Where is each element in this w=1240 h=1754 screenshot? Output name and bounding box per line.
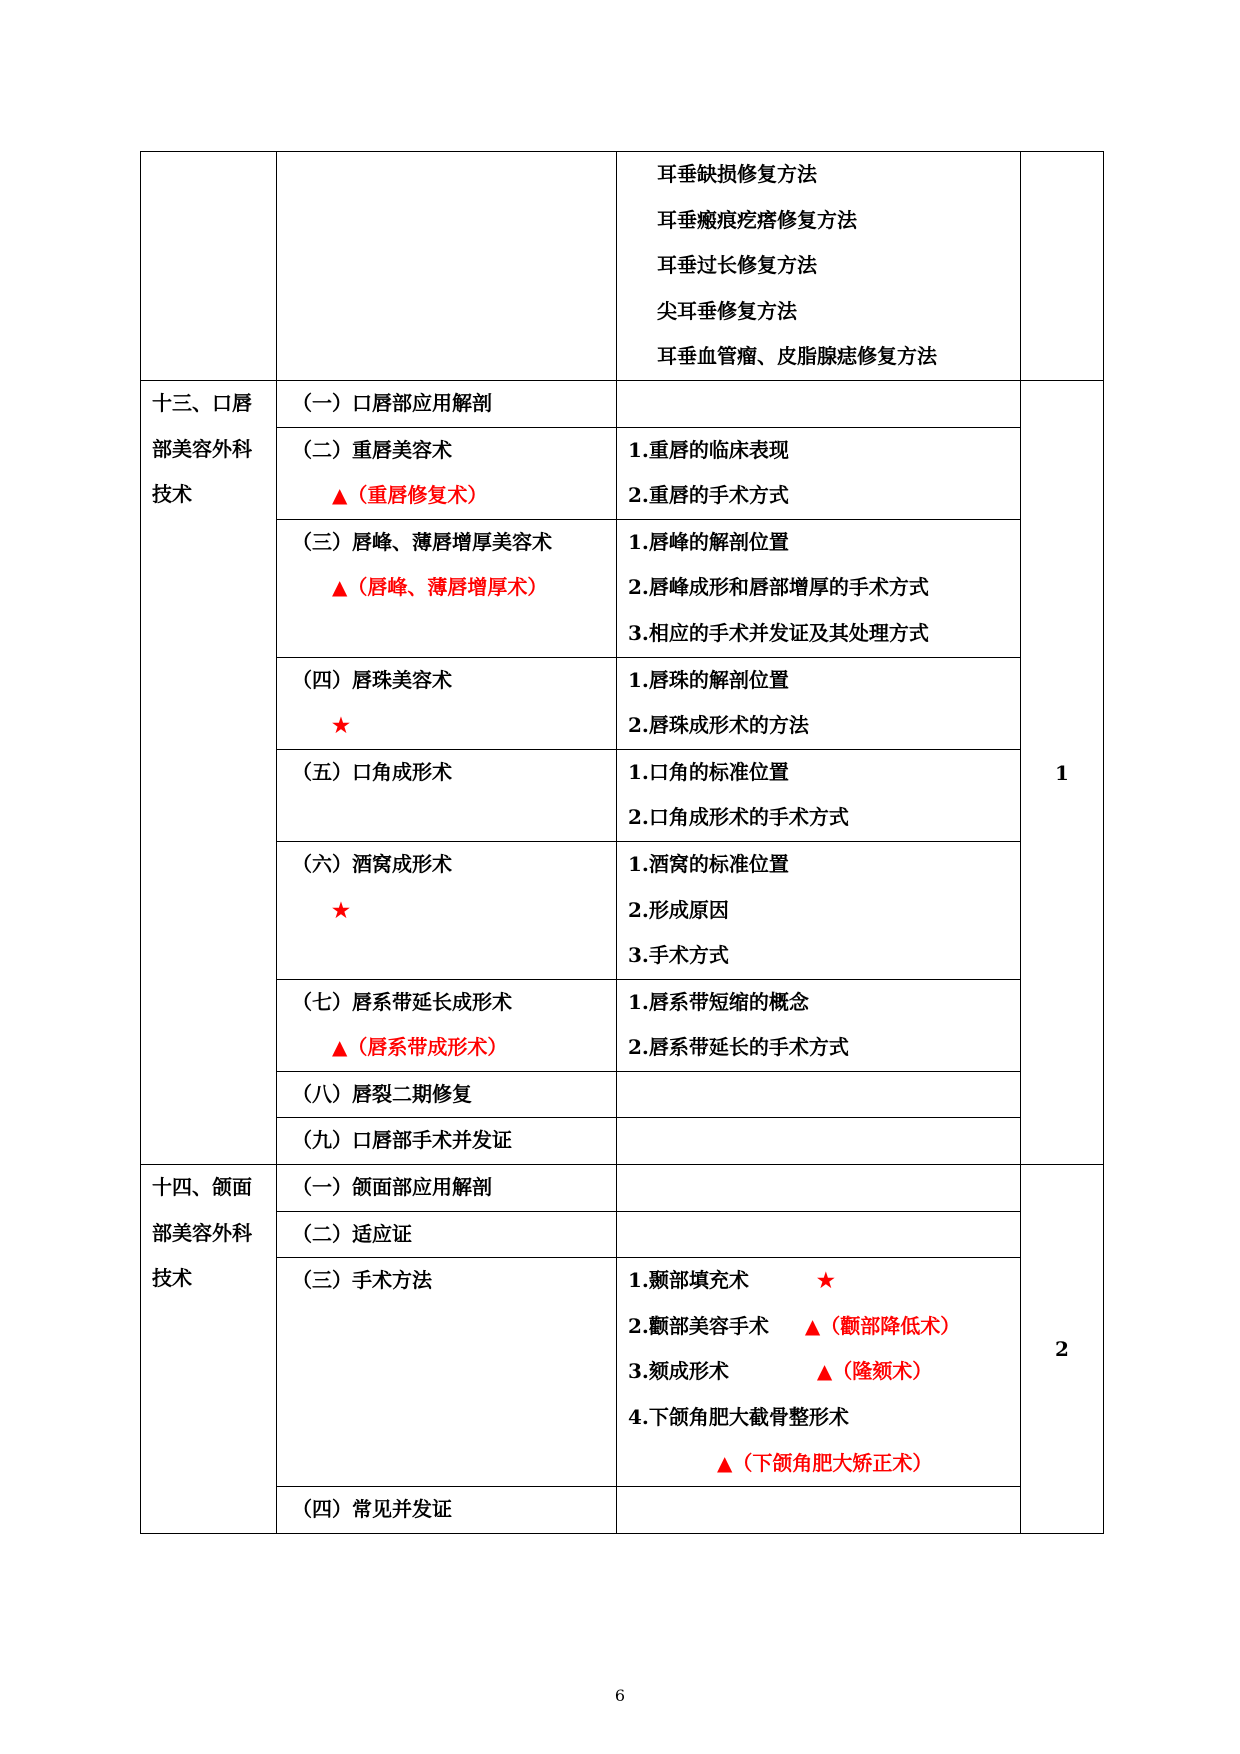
list-item	[617, 1258, 1020, 1304]
content-label: （九）口唇部手术并发证	[292, 1128, 512, 1153]
points-cell	[617, 519, 1021, 657]
list-item	[617, 1304, 1020, 1350]
content-cell	[277, 1165, 617, 1212]
table-row	[141, 1118, 1104, 1165]
content-cell	[277, 519, 617, 657]
content-cell	[277, 1071, 617, 1118]
content-cell	[277, 979, 617, 1071]
content-label: （五）口角成形术	[292, 759, 452, 784]
table-row	[141, 380, 1104, 427]
content-label: （四）常见并发证	[292, 1497, 452, 1522]
list-item: 4.下颌角肥大截骨整形术	[628, 1405, 849, 1430]
content-cell	[277, 841, 617, 979]
content-cell	[277, 427, 617, 519]
hours-cell: 2	[1021, 1165, 1104, 1534]
points-cell	[617, 1165, 1021, 1212]
table-row	[141, 1165, 1104, 1212]
content-label: （一）口唇部应用解剖	[292, 390, 492, 415]
list-item: 1.口角的标准位置	[628, 759, 789, 784]
list-item: 2.唇峰成形和唇部增厚的手术方式	[628, 575, 929, 600]
content-label: （一）颌面部应用解剖	[292, 1175, 492, 1200]
list-item: 1.唇珠的解剖位置	[628, 667, 789, 692]
syllabus-table	[140, 151, 1104, 1534]
points-cell	[617, 380, 1021, 427]
list-item: 1.唇系带短缩的概念	[628, 989, 809, 1014]
content-cell	[277, 1118, 617, 1165]
points-cell	[617, 1118, 1021, 1165]
points-cell	[617, 841, 1021, 979]
points-cell	[617, 749, 1021, 841]
list-item: 耳垂瘢痕疙瘩修复方法	[657, 207, 857, 232]
key-mark: ▲（唇系带成形术）	[332, 1035, 508, 1060]
point-text: 1.颞部填充术	[628, 1268, 749, 1293]
list-item: 耳垂过长修复方法	[657, 253, 817, 278]
table-row	[141, 519, 1104, 657]
content-label: （八）唇裂二期修复	[292, 1081, 472, 1106]
unit-title-line: 部美容外科	[152, 1220, 252, 1245]
content-cell	[277, 657, 617, 749]
unit-title-cell	[141, 380, 277, 1164]
point-text: 3.颏成形术	[628, 1359, 729, 1384]
key-mark: ▲（隆颏术）	[816, 1359, 933, 1384]
page-number: 6	[614, 1686, 626, 1705]
table-row	[141, 979, 1104, 1071]
points-cell	[617, 1071, 1021, 1118]
table-row	[141, 1211, 1104, 1258]
table-row	[141, 152, 1104, 381]
points-cell	[617, 427, 1021, 519]
content-cell	[277, 749, 617, 841]
content-label: （四）唇珠美容术	[292, 667, 452, 692]
star-icon: ★	[332, 897, 350, 922]
list-item: 1.唇峰的解剖位置	[628, 529, 789, 554]
points-cell	[617, 1211, 1021, 1258]
content-label: （七）唇系带延长成形术	[292, 989, 512, 1014]
points-cell	[617, 152, 1021, 381]
content-label: （二）适应证	[292, 1221, 412, 1246]
points-cell	[617, 979, 1021, 1071]
content-label: （六）酒窝成形术	[292, 851, 452, 876]
key-mark: ▲（颧部降低术）	[804, 1313, 961, 1338]
unit-title-line: 部美容外科	[152, 436, 252, 461]
list-item: 2.唇珠成形术的方法	[628, 713, 809, 738]
content-cell	[277, 1258, 617, 1487]
list-item	[617, 1349, 1020, 1395]
list-item: 2.形成原因	[628, 897, 729, 922]
content-label: （三）手术方法	[292, 1268, 432, 1293]
table-row	[141, 841, 1104, 979]
table-row	[141, 657, 1104, 749]
point-text: 2.颧部美容手术	[628, 1313, 769, 1338]
hours-cell: 1	[1021, 380, 1104, 1164]
content-cell	[277, 152, 617, 381]
unit-title-line: 技术	[152, 482, 192, 507]
content-cell	[277, 380, 617, 427]
points-cell	[617, 1487, 1021, 1534]
content-cell	[277, 1211, 617, 1258]
key-mark: ▲（重唇修复术）	[332, 483, 488, 508]
list-item: 3.相应的手术并发证及其处理方式	[628, 620, 929, 645]
table-row	[141, 749, 1104, 841]
star-icon: ★	[816, 1268, 835, 1293]
list-item: 尖耳垂修复方法	[657, 298, 797, 323]
list-item: 1.重唇的临床表现	[628, 437, 789, 462]
unit-title-line: 技术	[152, 1266, 192, 1291]
content-label: （二）重唇美容术	[292, 437, 452, 462]
content-cell	[277, 1487, 617, 1534]
unit-title-line: 十四、颌面	[152, 1175, 252, 1200]
hours-cell	[1021, 152, 1104, 381]
list-item: 3.手术方式	[628, 943, 729, 968]
table-row	[141, 427, 1104, 519]
list-item: 2.口角成形术的手术方式	[628, 805, 849, 830]
list-item: 1.酒窝的标准位置	[628, 851, 789, 876]
star-icon: ★	[332, 713, 350, 738]
unit-cell	[141, 152, 277, 381]
list-item: 耳垂缺损修复方法	[657, 162, 817, 186]
table-row	[141, 1487, 1104, 1534]
unit-title-line: 十三、口唇	[152, 390, 252, 415]
list-item: 耳垂血管瘤、皮脂腺痣修复方法	[657, 344, 937, 369]
key-mark: ▲（唇峰、薄唇增厚术）	[332, 575, 548, 600]
list-item: 2.唇系带延长的手术方式	[628, 1035, 849, 1060]
points-cell	[617, 657, 1021, 749]
unit-title-cell	[141, 1165, 277, 1534]
list-item: 2.重唇的手术方式	[628, 483, 789, 508]
table-row	[141, 1071, 1104, 1118]
points-cell	[617, 1258, 1021, 1487]
content-label: （三）唇峰、薄唇增厚美容术	[292, 529, 552, 554]
key-mark: ▲（下颌角肥大矫正术）	[717, 1450, 933, 1475]
table-row	[141, 1258, 1104, 1487]
